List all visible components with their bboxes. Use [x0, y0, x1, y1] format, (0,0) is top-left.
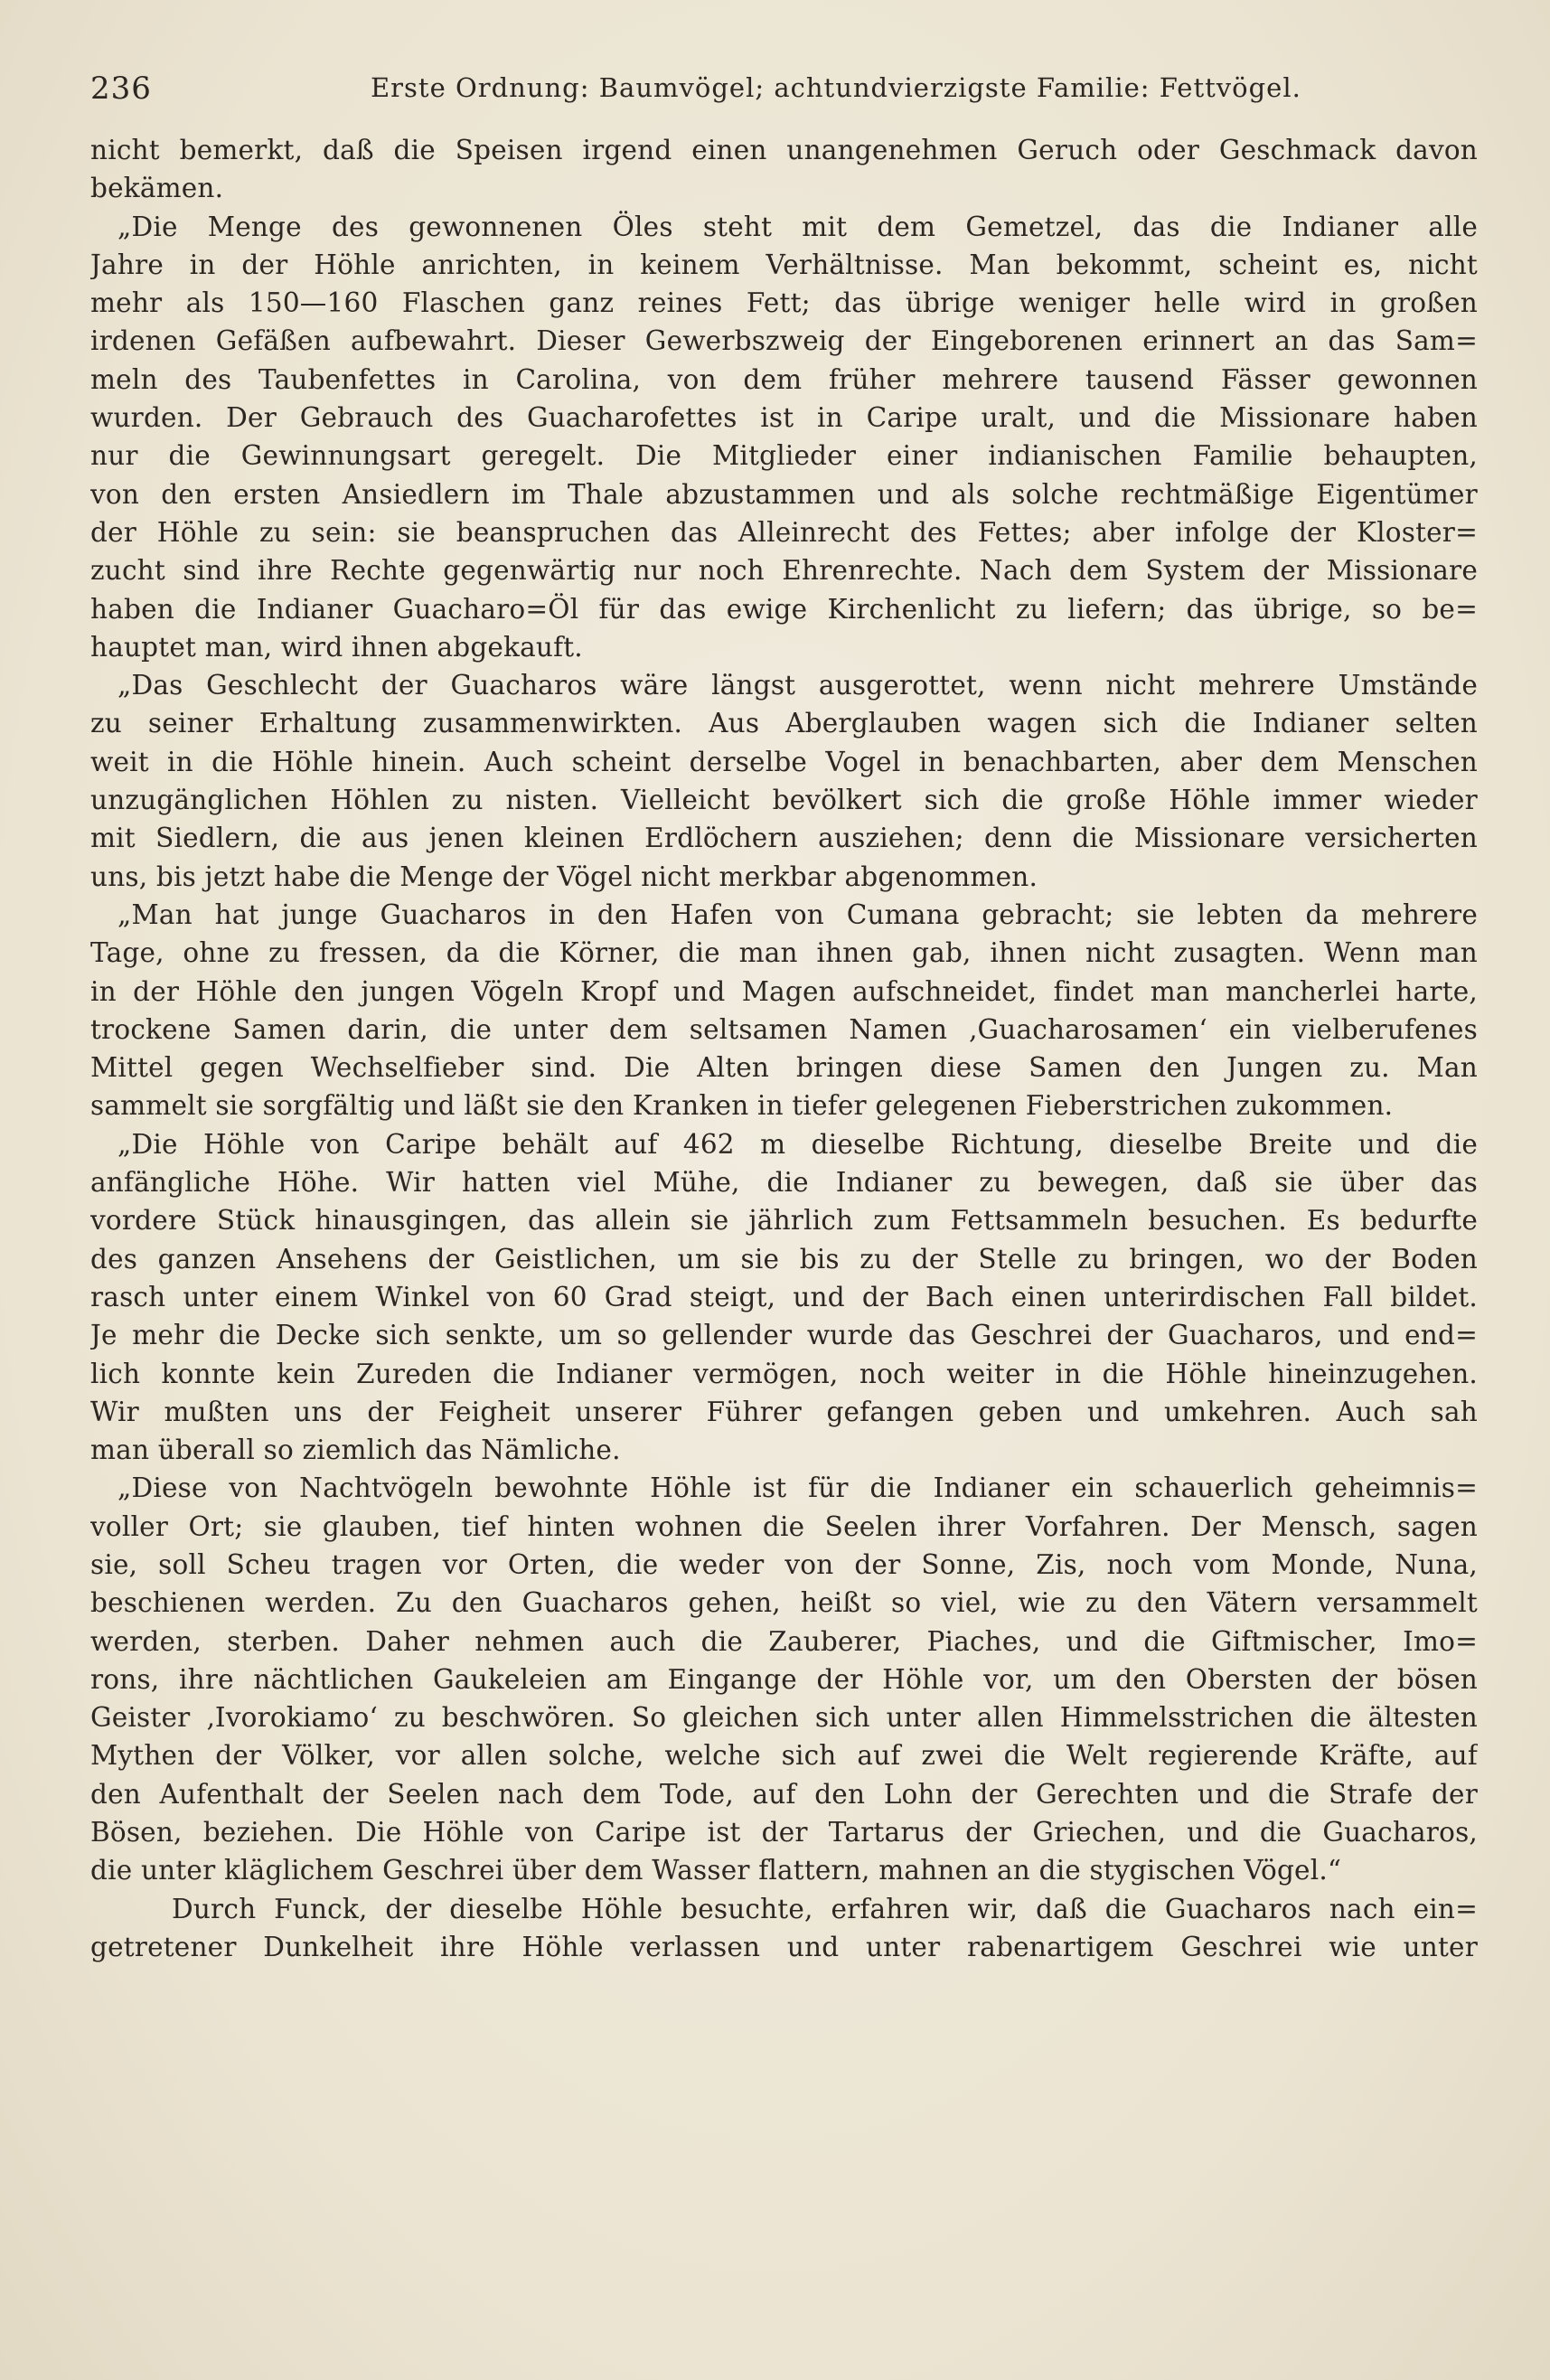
text-line: lich konnte kein Zureden die Indianer vermögen, noch weiter in die Höhle hineinzugehen.	[90, 1358, 1478, 1389]
text-line: Je mehr die Decke sich senkte, um so gellender wurde das Geschrei der Guacharos, und end=	[90, 1320, 1478, 1351]
text-line: vordere Stück hinausgingen, das allein sie jährlich zum Fettsammeln besuchen. Es bedurfte	[90, 1205, 1478, 1237]
text-line: trockene Samen darin, die unter dem seltsamen Namen ‚Guacharosamen‘ ein vielberufenes	[90, 1013, 1478, 1045]
text-line: mehr als 150—160 Flaschen ganz reines Fett; das übrige weniger helle wird in großen	[90, 287, 1478, 319]
text-line: „Die Menge des gewonnenen Öles steht mit dem Gemetzel, das die Indianer alle	[117, 211, 1478, 242]
text-line: Wir mußten uns der Feigheit unserer Führer gefangen geben und umkehren. Auch sah	[90, 1396, 1478, 1427]
text-line: haben die Indianer Guacharo=Öl für das ewige Kirchenlicht zu liefern; das übrige, so be=	[90, 593, 1478, 625]
text-line: Bösen, beziehen. Die Höhle von Caripe ist der Tartarus der Griechen, und die Guacharos,	[90, 1817, 1478, 1848]
text-line: „Diese von Nachtvögeln bewohnte Höhle ist für die Indianer ein schauerlich geheimnis=	[117, 1472, 1478, 1504]
running-head	[90, 71, 1464, 114]
text-line: von den ersten Ansiedlern im Thale abzustammen und als solche rechtmäßige Eigentümer	[90, 478, 1478, 510]
text-line: Mythen der Völker, vor allen solche, welche sich auf zwei die Welt regierende Kräfte, auf	[90, 1740, 1478, 1772]
text-line: Mittel gegen Wechselfieber sind. Die Alten bringen diese Samen den Jungen zu. Man	[90, 1052, 1478, 1084]
text-line: werden, sterben. Daher nehmen auch die Zauberer, Piaches, und die Giftmischer, Imo=	[90, 1625, 1478, 1657]
text-line: anfängliche Höhe. Wir hatten viel Mühe, die Indianer zu bewegen, daß sie über das	[90, 1167, 1478, 1199]
text-line: nicht bemerkt, daß die Speisen irgend einen unangenehmen Geruch oder Geschmack davon	[90, 135, 1478, 165]
text-line: nur die Gewinnungsart geregelt. Die Mitglieder einer indianischen Familie behaupten,	[90, 440, 1478, 472]
text-line: rasch unter einem Winkel von 60 Grad steigt, und der Bach einen unterirdischen Fall bildet.	[90, 1281, 1478, 1312]
text-line: beschienen werden. Zu den Guacharos gehen, heißt so viel, wie zu den Vätern versammelt	[90, 1587, 1478, 1619]
text-line: zu seiner Erhaltung zusammenwirkten. Aus Aberglauben wagen sich die Indianer selten	[90, 708, 1478, 739]
text-line: zucht sind ihre Rechte gegenwärtig nur noch Ehrenrechte. Nach dem System der Missionare	[90, 555, 1478, 587]
text-line: Tage, ohne zu fressen, da die Körner, die man ihnen gab, ihnen nicht zusagten. Wenn man	[90, 937, 1478, 969]
text-line: der Höhle zu sein: sie beanspruchen das Alleinrecht des Fettes; aber infolge der Kloster=	[90, 516, 1478, 548]
text-line: Geister ‚Ivorokiamo‘ zu beschwören. So gleichen sich unter allen Himmelsstrichen die ältesten	[90, 1702, 1478, 1734]
text-line: meln des Taubenfettes in Carolina, von dem früher mehrere tausend Fässer gewonnen	[90, 363, 1478, 395]
text-line: rons, ihre nächtlichen Gaukeleien am Eingange der Höhle vor, um den Obersten der bösen	[90, 1663, 1478, 1695]
text-line: Jahre in der Höhle anrichten, in keinem Verhältnisse. Man bekommt, scheint es, nicht	[90, 249, 1478, 280]
text-line: den Aufenthalt der Seelen nach dem Tode, auf den Lohn der Gerechten und die Strafe der	[90, 1778, 1478, 1810]
text-line: voller Ort; sie glauben, tief hinten wohnen die Seelen ihrer Vorfahren. Der Mensch, sagen	[90, 1510, 1478, 1542]
text-line: wurden. Der Gebrauch des Guacharofettes ist in Caripe uralt, und die Missionare haben	[90, 402, 1478, 434]
running-head-title: Erste Ordnung: Baumvögel; achtundvierzigste Familie: Fettvögel.	[371, 72, 1301, 103]
text-line: weit in die Höhle hinein. Auch scheint derselbe Vogel in benachbarten, aber dem Menschen	[90, 746, 1478, 777]
text-line: sammelt sie sorgfältig und läßt sie den Kranken in tiefer gelegenen Fieberstrichen zukommen.	[90, 1090, 1394, 1122]
body-text	[90, 131, 1478, 1966]
text-line: man überall so ziemlich das Nämliche.	[90, 1435, 621, 1466]
text-line: Durch Funck, der dieselbe Höhle besuchte, erfahren wir, daß die Guacharos nach ein=	[172, 1893, 1478, 1924]
text-line: uns, bis jetzt habe die Menge der Vögel nicht merkbar abgenommen.	[90, 861, 1038, 892]
text-line: „Die Höhle von Caripe behält auf 462 m dieselbe Richtung, dieselbe Breite und die	[117, 1128, 1478, 1160]
text-line: „Man hat junge Guacharos in den Hafen von Cumana gebracht; sie lebten da mehrere	[117, 898, 1478, 930]
text-line: des ganzen Ansehens der Geistlichen, um sie bis zu der Stelle zu bringen, wo der Boden	[90, 1243, 1478, 1275]
text-line: hauptet man, wird ihnen abgekauft.	[90, 631, 583, 663]
text-line: irdenen Gefäßen aufbewahrt. Dieser Gewerbszweig der Eingeborenen erinnert an das Sam=	[90, 325, 1478, 357]
page-number: 236	[90, 71, 152, 107]
text-line: mit Siedlern, die aus jenen kleinen Erdlöchern ausziehen; denn die Missionare versicherten	[90, 823, 1478, 854]
text-line: getretener Dunkelheit ihre Höhle verlassen und unter rabenartigem Geschrei wie unter	[90, 1931, 1478, 1962]
text-line: bekämen.	[90, 173, 224, 204]
text-line: die unter kläglichem Geschrei über dem Wasser flattern, mahnen an die stygischen Vögel.“	[90, 1855, 1342, 1886]
text-line: „Das Geschlecht der Guacharos wäre längst ausgerottet, wenn nicht mehrere Umstände	[117, 670, 1478, 701]
text-line: in der Höhle den jungen Vögeln Kropf und Magen aufschneidet, findet man mancherlei harte,	[90, 975, 1478, 1007]
text-line: sie, soll Scheu tragen vor Orten, die weder von der Sonne, Zis, noch vom Monde, Nuna,	[90, 1548, 1478, 1580]
text-line: unzugänglichen Höhlen zu nisten. Vielleicht bevölkert sich die große Höhle immer wieder	[90, 785, 1478, 816]
